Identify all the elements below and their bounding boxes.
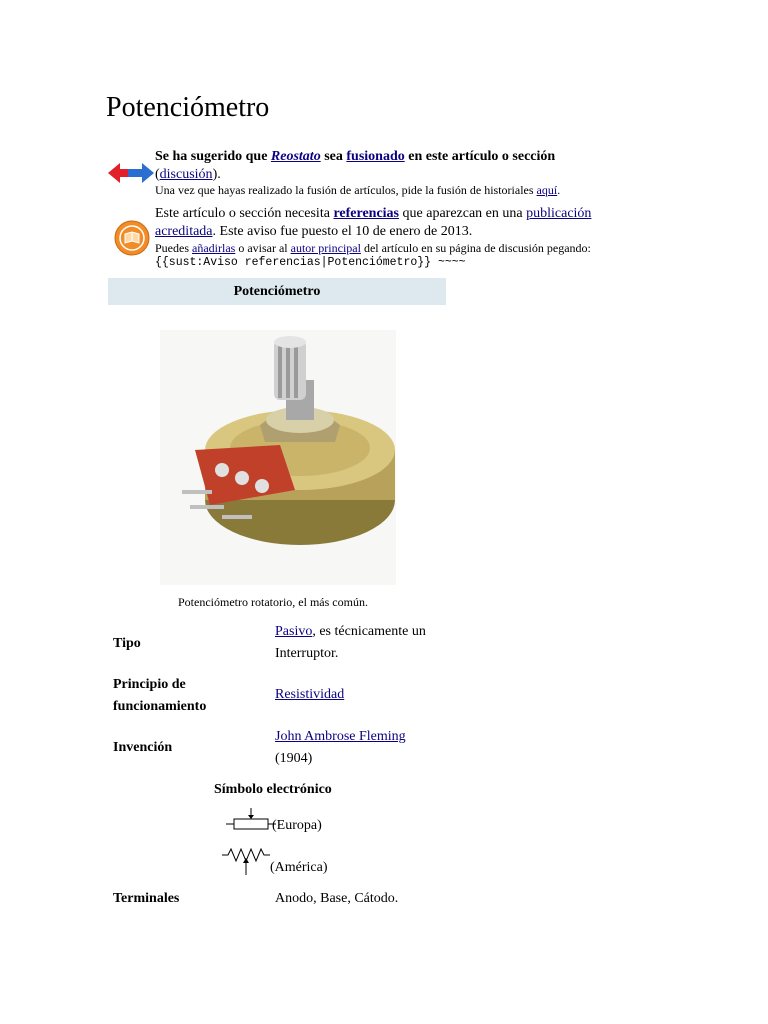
- discusion-link[interactable]: discusión: [159, 167, 213, 182]
- refs-text: Este artículo o sección necesita: [155, 206, 334, 221]
- potentiometer-photo[interactable]: [160, 330, 396, 585]
- invencion-value: [275, 726, 406, 770]
- terminales-value: Anodo, Base, Cátodo.: [275, 891, 399, 906]
- symbol-title: Símbolo electrónico: [214, 782, 332, 797]
- autor-principal-link[interactable]: autor principal: [290, 241, 361, 255]
- merge-text: Se ha sugerido que: [155, 149, 271, 164]
- book-icon: [114, 220, 150, 256]
- fleming-link[interactable]: John Ambrose Fleming: [275, 729, 406, 744]
- terminales-label: Terminales: [113, 891, 180, 906]
- acreditada-link[interactable]: acreditada: [155, 224, 213, 239]
- image-caption: Potenciómetro rotatorio, el más común.: [178, 595, 368, 609]
- pasivo-link[interactable]: Pasivo: [275, 624, 313, 639]
- aqui-link[interactable]: aquí: [536, 183, 558, 197]
- page-title: Potenciómetro: [106, 92, 270, 123]
- template-code: {{sust:Aviso referencias|Potenciómetro}} ~~~~: [155, 256, 466, 269]
- merge-history-text: Una vez que hayas realizado la fusión de artículos, pide la fusión de historiales: [155, 183, 537, 197]
- invencion-year: (1904): [275, 751, 313, 766]
- tipo-label: Tipo: [113, 636, 141, 651]
- merge-text: ).: [212, 167, 221, 182]
- referencias-link[interactable]: referencias: [333, 206, 400, 221]
- potentiometer-symbol-america-icon: [222, 845, 272, 877]
- merge-text: (: [155, 167, 160, 182]
- principio-label: [113, 674, 206, 718]
- merge-text: .: [557, 183, 561, 197]
- tipo-value: [275, 621, 426, 665]
- refs-text: que aparezcan en una: [399, 206, 527, 221]
- symbol-america-label: (América): [270, 860, 328, 875]
- infobox-header: Potenciómetro: [108, 278, 446, 305]
- anadirlas-link[interactable]: añadirlas: [192, 241, 236, 255]
- fusionado-link[interactable]: fusionado: [346, 149, 405, 164]
- refs-date-text: . Este aviso fue puesto el 10 de enero de 2013.: [212, 224, 473, 239]
- refs-text: o avisar al: [235, 241, 291, 255]
- merge-arrows-icon: [108, 161, 154, 185]
- resistividad-link[interactable]: Resistividad: [275, 687, 345, 702]
- symbol-europe-label: (Europa): [272, 818, 322, 833]
- potentiometer-symbol-europe-icon: [226, 806, 276, 834]
- principio-label-line: funcionamiento: [113, 699, 207, 714]
- refs-text: del artículo en su página de discusión pegando:: [360, 241, 591, 255]
- principio-value: [275, 684, 344, 706]
- publicacion-link[interactable]: publicación: [526, 206, 592, 221]
- merge-text: sea: [320, 149, 347, 164]
- principio-label-line: Principio de: [113, 677, 186, 692]
- refs-text: Puedes: [155, 241, 192, 255]
- reostato-link[interactable]: Reostato: [270, 149, 321, 164]
- merge-text: en este artículo o sección: [404, 149, 556, 164]
- tipo-text: Interruptor.: [275, 646, 339, 661]
- tipo-text: , es técnicamente un: [312, 624, 426, 639]
- invencion-label: Invención: [113, 740, 173, 755]
